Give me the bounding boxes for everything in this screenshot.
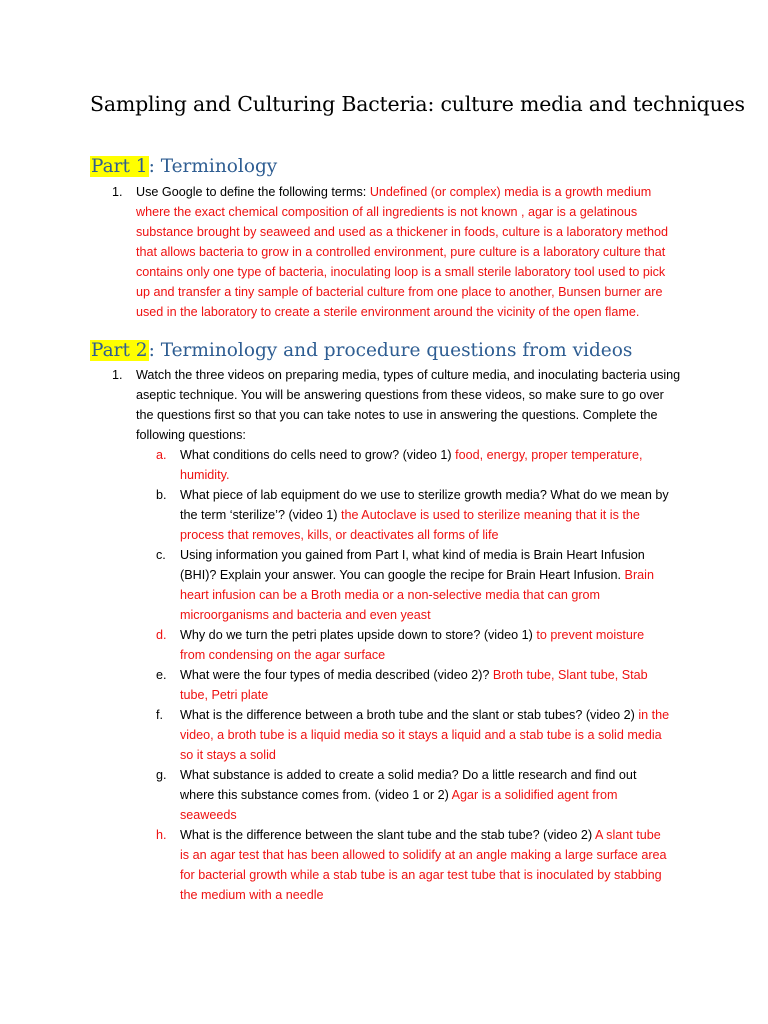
question-prompt: Using information you gained from Part I, what kind of media is Brain Heart Infusion (BHI)? Explain your answer. You can google the recipe for Brain Heart Infusion. bbox=[180, 548, 645, 582]
part1-item-number: 1. bbox=[112, 185, 123, 199]
question-letter: a. bbox=[156, 448, 167, 462]
part2-heading bbox=[90, 340, 632, 361]
part2-item-number: 1. bbox=[112, 368, 123, 382]
question-letter: b. bbox=[156, 488, 167, 502]
question-text bbox=[180, 705, 672, 765]
question-letter: h. bbox=[156, 828, 167, 842]
part2-label: Part 2 bbox=[91, 340, 148, 361]
question-prompt: What piece of lab equipment do we use to sterilize growth media? What do we mean by the term ‘sterilize’? (video 1) bbox=[180, 488, 669, 522]
part2-intro: Watch the three videos on preparing media, types of culture media, and inoculating bacteria using aseptic technique. You will be answering questions from these videos, so make sure to go over the questions first so that you can take notes to use in answering the questions. Complete the following questions: bbox=[136, 368, 681, 442]
part1-heading bbox=[90, 156, 277, 177]
question-letter: g. bbox=[156, 768, 167, 782]
question-letter: c. bbox=[156, 548, 166, 562]
question-prompt: What substance is added to create a solid media? Do a little research and find out where this substance comes from. (video 1 or 2) bbox=[180, 768, 637, 802]
question-text bbox=[180, 445, 672, 485]
question-text bbox=[180, 665, 672, 705]
question-answer: in the video, a broth tube is a liquid media so it stays a liquid and a stab tube is a solid media so it stays a solid bbox=[180, 708, 670, 762]
question-prompt: What is the difference between the slant tube and the stab tube? (video 2) bbox=[180, 828, 595, 842]
question-letter: e. bbox=[156, 668, 167, 682]
question-letter: f. bbox=[156, 708, 163, 722]
question-letter: d. bbox=[156, 628, 167, 642]
question-answer: food, energy, proper temperature, humidity. bbox=[180, 448, 643, 482]
question-prompt: What were the four types of media described (video 2)? bbox=[180, 668, 493, 682]
question-answer: to prevent moisture from condensing on the agar surface bbox=[180, 628, 645, 662]
question-prompt: What conditions do cells need to grow? (video 1) bbox=[180, 448, 456, 462]
part1-prompt: Use Google to define the following terms: bbox=[136, 185, 370, 199]
question-text bbox=[180, 545, 672, 625]
part1-item-text bbox=[136, 182, 682, 322]
question-prompt: Why do we turn the petri plates upside down to store? (video 1) bbox=[180, 628, 537, 642]
question-answer: A slant tube is an agar test that has been allowed to solidify at an angle making a large surface area for bacterial growth while a stab tube is an agar test tube that is inoculated by stabbing the medium with a needle bbox=[180, 828, 667, 902]
question-text bbox=[180, 825, 672, 905]
document-title: Sampling and Culturing Bacteria: culture media and techniques bbox=[90, 92, 745, 116]
part2-heading-text: : Terminology and procedure questions from videos bbox=[148, 340, 633, 361]
question-prompt: What is the difference between a broth tube and the slant or stab tubes? (video 2) bbox=[180, 708, 639, 722]
question-answer: the Autoclave is used to sterilize meaning that it is the process that removes, kills, or deactivates all forms of life bbox=[180, 508, 640, 542]
question-text bbox=[180, 485, 672, 545]
part1-heading-text: : Terminology bbox=[148, 156, 278, 177]
part1-label: Part 1 bbox=[91, 156, 148, 177]
question-answer: Agar is a solidified agent from seaweeds bbox=[180, 788, 618, 822]
question-text bbox=[180, 625, 672, 665]
question-text bbox=[180, 765, 672, 825]
question-answer: Brain heart infusion can be a Broth media or a non-selective media that can grom microorganisms and bacteria and even yeast bbox=[180, 568, 654, 622]
part1-answer: Undefined (or complex) media is a growth medium where the exact chemical composition of all ingredients is not known , agar is a gelatinous substance brought by seaweed and used as a thickener in foods, culture is a laboratory method that allows bacteria to grow in a controlled environment, pure culture is a laboratory culture that contains only one type of bacteria, inoculating loop is a small sterile laboratory tool used to pick up and transfer a tiny sample of bacterial culture from one place to another, Bunsen burner are used in the laboratory to create a sterile environment around the vicinity of the open flame. bbox=[136, 185, 669, 319]
question-answer: Broth tube, Slant tube, Stab tube, Petri plate bbox=[180, 668, 648, 702]
